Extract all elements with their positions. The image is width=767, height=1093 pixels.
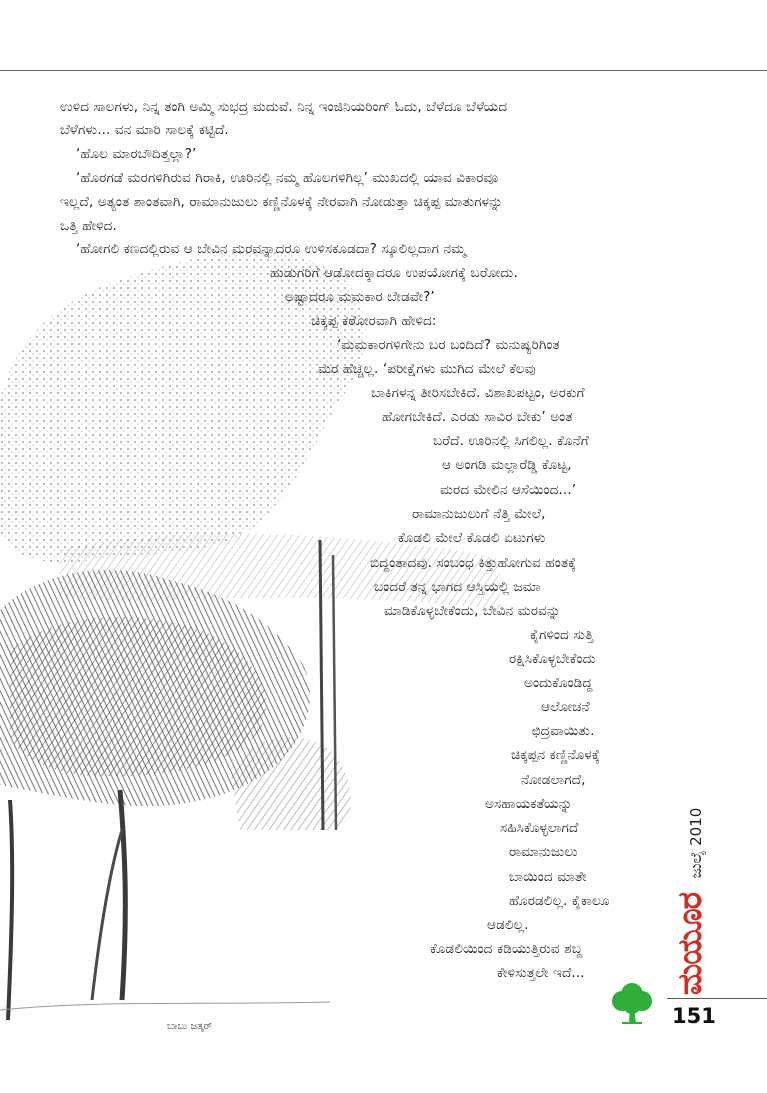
text-line: ಬಾಕಿಗಳನ್ನ ತೀರಿಸಬೇಕಿದೆ. ವಿಶಾಖಪಟ್ಟಂ, ಅರಕುಗೆ — [371, 385, 585, 401]
text-line: ಬರೆದೆ. ಊರಿನಲ್ಲಿ ಸಿಗಲಿಲ್ಲ. ಕೊನೆಗೆ — [433, 433, 589, 449]
text-line: ಉಳಿದ ಸಾಲಗಳು, ನಿನ್ನ ತಂಗಿ ಅಮ್ಮಿ ಸುಭದ್ರ ಮದುವೆ. ನಿನ್ನ ಇಂಜಿನಿಯರಿಂಗ್ ಓದು, ಬೆಳೆದೂ ಬೆಳೆಯದ — [60, 99, 508, 115]
text-line: ರಕ್ಷಿಸಿಕೊಳ್ಳಬೇಕೆಂದು — [509, 651, 596, 667]
footer-rule — [667, 998, 767, 999]
text-line: ಆ ಅಂಗಡಿ ಮಲ್ಲಾರೆಡ್ಡಿ ಕೊಟ್ಟ, — [442, 457, 572, 473]
text-line: ಮರ ಹೆಚ್ಚಲ್ಲ. ‘ಪರೀಕ್ಷೆಗಳು ಮುಗಿದ ಮೇಲೆ ಕೆಲವು — [318, 361, 536, 377]
text-line: ‘ಹೊರಗಡೆ ಮರಗಳಿಗಿರುವ ಗಿರಾಕಿ, ಊರಿನಲ್ಲಿ ನಮ್ಮ ಹೊಲಗಳಿಗಿಲ್ಲ’ ಮುಖದಲ್ಲಿ ಯಾವ ವಿಕಾರವೂ — [76, 170, 499, 186]
text-line: ಆಲೋಚನೆ — [541, 699, 590, 715]
text-line: ಹೋಗಬೇಕಿದೆ. ಎರಡು ಸಾವಿರ ಬೇಕು’ ಅಂತ — [382, 409, 573, 425]
masthead-text: ಮಯೂರ — [670, 892, 709, 995]
issue-date — [676, 803, 716, 883]
text-line: ‘ಹೊಲ ಮಾರಬೌದಿತ್ತಲ್ಲಾ?’ — [76, 146, 197, 162]
text-line: ಕೊಡಲಿಯಿಂದ ಕಡಿಯುತ್ತಿರುವ ಶಬ್ದ — [430, 941, 583, 957]
text-line: ಕೊಡಲಿ ಮೇಲೆ ಕೊಡಲಿ ಏಟುಗಳು — [398, 530, 546, 546]
text-line: ಮರದ ಮೇಲಿನ ಆಸೆಯಿಂದ...’ — [440, 482, 577, 498]
text-line: ರಾಮಾನುಜುಲುಗೆ ನೆತ್ತಿ ಮೇಲೆ, — [412, 506, 546, 522]
text-line: ಬಂದರೆ ತನ್ನ ಭಾಗದ ಆಸ್ತಿಯಲ್ಲಿ ಜಮಾ — [374, 579, 541, 595]
page-number: 151 — [672, 1004, 716, 1028]
issue-date-text: ಜುಲೈ 2010 — [687, 807, 705, 879]
text-line: ‘ಹೋಗಲಿ ಕಣದಲ್ಲಿರುವ ಆ ಬೇವಿನ ಮರವನ್ನಾದರೂ ಉಳಿಸಕೂಡದಾ? ಸ್ಕೂಲಿಲ್ಲದಾಗ ನಮ್ಮ — [76, 241, 467, 257]
text-line: ನೋಡಲಾಗದೆ, — [521, 772, 586, 788]
text-line: ಹುಡುಗರಿಗೆ ಆಡೋದಕ್ಕಾದರೂ ಉಪಯೋಗಕ್ಕೆ ಬರೋದು. — [270, 265, 518, 281]
text-line: ಸಹಿಸಿಕೊಳ್ಳಲಾಗದೆ — [500, 820, 579, 836]
text-line: ಛಿದ್ರವಾಯಿತು. — [532, 723, 595, 739]
text-line: ಕೈಗಳಿಂದ ಸುತ್ತಿ — [530, 627, 594, 643]
text-line: ಹೊರಡಲಿಲ್ಲ. ಕೈಕಾಲೂ — [509, 893, 610, 909]
text-line: ಕೇಳಿಸುತ್ತಲೇ ಇದೆ... — [497, 965, 585, 981]
text-line: ಒತ್ತಿ ಹೇಳಿದ. — [60, 218, 117, 234]
text-line: ಬೆಳೆಗಳು... ವನ ಮಾರಿ ಸಾಲಕ್ಕೆ ಕಟ್ಟಿದೆ. — [60, 122, 229, 138]
text-line: ಅಷ್ಟಾದರೂ ಮಮಕಾರ ಬೇಡವೇ?’ — [285, 289, 435, 305]
text-line: ಚಿಕ್ಕಪ್ಪನ ಕಣ್ಣಿನೊಳಕ್ಕೆ — [511, 747, 600, 763]
magazine-masthead — [667, 892, 713, 995]
text-line: ಮಾಡಿಕೊಳ್ಳಬೇಕೆಂದು, ಬೇವಿನ ಮರವನ್ನು — [384, 603, 561, 619]
text-line: ‘ಮಮಕಾರಗಳಿಗೇನು ಬರ ಬಂದಿದೆ? ಮನುಷ್ಯರಿಗಿಂತ — [337, 337, 560, 353]
text-line: ಅಂದುಕೊಂಡಿದ್ದ — [524, 675, 593, 691]
tree-icon — [608, 983, 656, 1025]
text-line: ಬಿದ್ದಂತಾದವು. ಸಂಬಂಧ ಕಿತ್ತುಹೋಗುವ ಹಂತಕ್ಕೆ — [370, 555, 577, 571]
text-line: ಅಸಹಾಯಕತೆಯನ್ನು — [485, 796, 573, 812]
text-line: ಬಾಯಿಂದ ಮಾತೇ — [509, 869, 587, 885]
text-line: ಚಿಕ್ಕಪ್ಪ ಕಠೋರವಾಗಿ ಹೇಳಿದ: — [311, 313, 437, 329]
text-line: ಇಲ್ಲದೆ, ಅತ್ಯಂತ ಶಾಂತವಾಗಿ, ರಾಮಾನುಜುಲು ಕಣ್ಣಿನೊಳಕ್ಕೆ ನೇರವಾಗಿ ನೋಡುತ್ತಾ ಚಿಕ್ಕಪ್ಪ ಮಾತುಗಳನ್ನು — [60, 194, 503, 210]
illustration-credit: ಬಾಬು ಜತ್ಕರ್ — [167, 1021, 212, 1032]
text-line: ರಾಮಾನುಜುಲು — [509, 844, 578, 860]
top-rule — [0, 70, 767, 71]
text-line: ಆಡಲಿಲ್ಲ. — [487, 917, 529, 933]
